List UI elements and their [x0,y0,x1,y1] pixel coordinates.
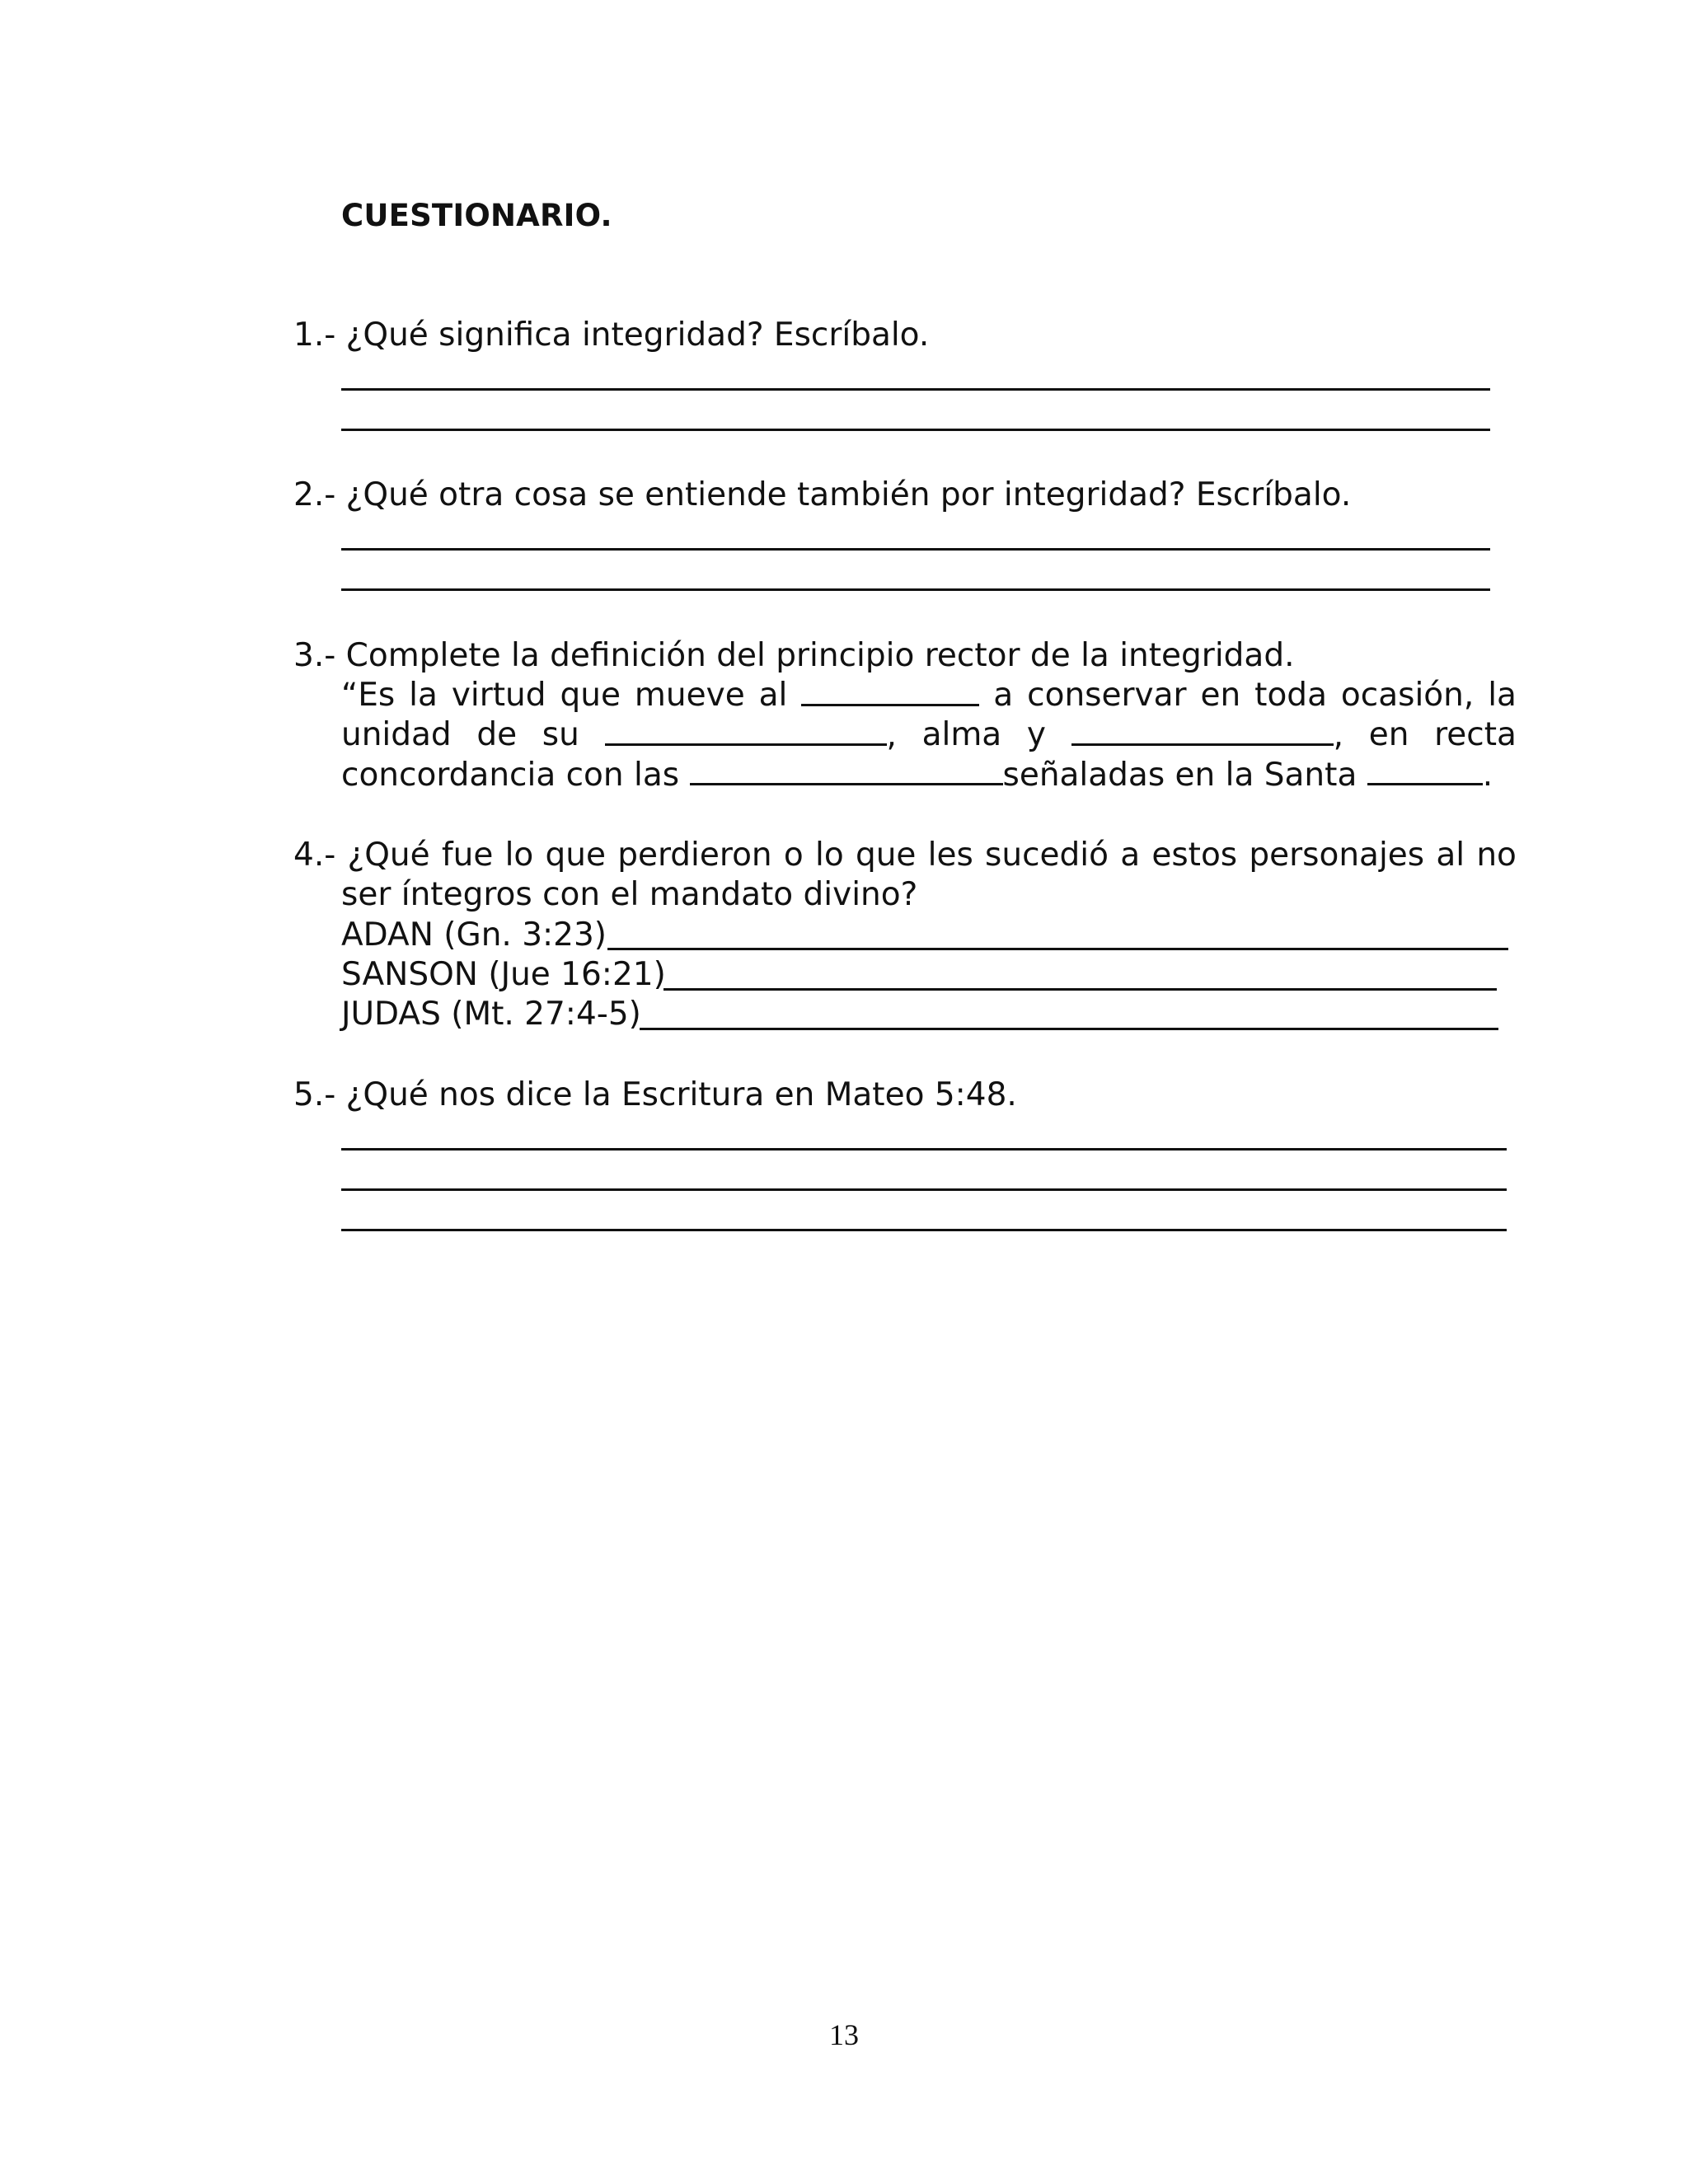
word: conservar [1027,677,1187,714]
word: mueve [634,677,745,714]
question-1-answer-line[interactable] [341,429,1490,431]
word: perdieron [617,837,772,874]
word: 4.- [293,837,336,874]
word: en [1200,677,1241,714]
question-2: 2.- ¿Qué otra cosa se entiende también por integridad? Escríbalo. [293,476,1352,513]
word: a [1120,837,1141,874]
word: lo [815,837,844,874]
word: “Es [341,677,396,714]
judas-answer-line[interactable] [640,1028,1498,1030]
word: y [1026,716,1046,753]
question-4-line-2: ser íntegros con el mandato divino? [341,876,918,913]
word: que [545,837,606,874]
word: alma [921,716,1002,753]
word: la [409,677,438,714]
text-fragment: . [1482,757,1493,794]
question-5-answer-line[interactable] [341,1229,1507,1231]
question-3-line-2 [341,715,1517,756]
fill-in-blank-scripture[interactable] [1367,755,1483,785]
word: ¿Qué [347,837,430,874]
word: unidad [341,716,452,753]
word: personajes [1249,837,1425,874]
word: al [1436,837,1465,874]
fill-in-blank-body[interactable] [605,715,887,746]
sanson-answer-line[interactable] [663,988,1497,991]
word: , [886,717,897,754]
fill-in-blank-person[interactable] [801,676,979,706]
question-1: 1.- ¿Qué significa integridad? Escríbalo. [293,316,930,354]
question-3-intro: 3.- Complete la definición del principio rector de la integridad. [293,637,1295,674]
character-label: ADAN (Gn. 3:23) [341,916,607,954]
word: de [476,716,518,753]
word: a [993,677,1014,714]
character-label: JUDAS (Mt. 27:4-5) [341,996,641,1033]
question-3-line-1 [341,676,1517,715]
word: ocasión, [1340,677,1475,714]
worksheet-title: CUESTIONARIO. [341,198,612,233]
word: que [560,677,621,714]
word: que [855,837,917,874]
word: en [1368,716,1409,753]
word: estos [1151,837,1238,874]
text-fragment: señaladas en la Santa [1002,757,1367,794]
question-4-sanson [341,955,666,995]
word: al [758,677,788,714]
word: virtud [451,677,546,714]
word: sucedió [985,837,1109,874]
fill-in-blank-norms[interactable] [690,755,1003,785]
word: toda [1254,677,1327,714]
question-5: 5.- ¿Qué nos dice la Escritura en Mateo 5:48. [293,1076,1017,1113]
text-fragment: concordancia con las [341,757,690,794]
question-5-answer-line[interactable] [341,1188,1507,1191]
word: les [927,837,973,874]
word: la [1488,677,1517,714]
word: su [542,716,579,753]
character-label: SANSON (Jue 16:21) [341,956,666,993]
word: no [1476,837,1517,874]
fill-in-blank-spirit[interactable] [1071,715,1334,746]
question-4-judas [341,995,641,1034]
word: o [783,837,804,874]
question-2-answer-line[interactable] [341,588,1490,591]
word: , [1333,717,1344,754]
question-4-adan [341,916,607,955]
question-1-answer-line[interactable] [341,388,1490,391]
word: fue [441,837,494,874]
page-number: 13 [829,2018,859,2051]
adan-answer-line[interactable] [607,948,1508,950]
question-2-answer-line[interactable] [341,548,1490,551]
question-3-line-3 [341,755,1493,795]
question-5-answer-line[interactable] [341,1148,1507,1151]
word: recta [1434,716,1517,753]
question-4-line-1 [293,836,1517,875]
word: lo [504,837,534,874]
